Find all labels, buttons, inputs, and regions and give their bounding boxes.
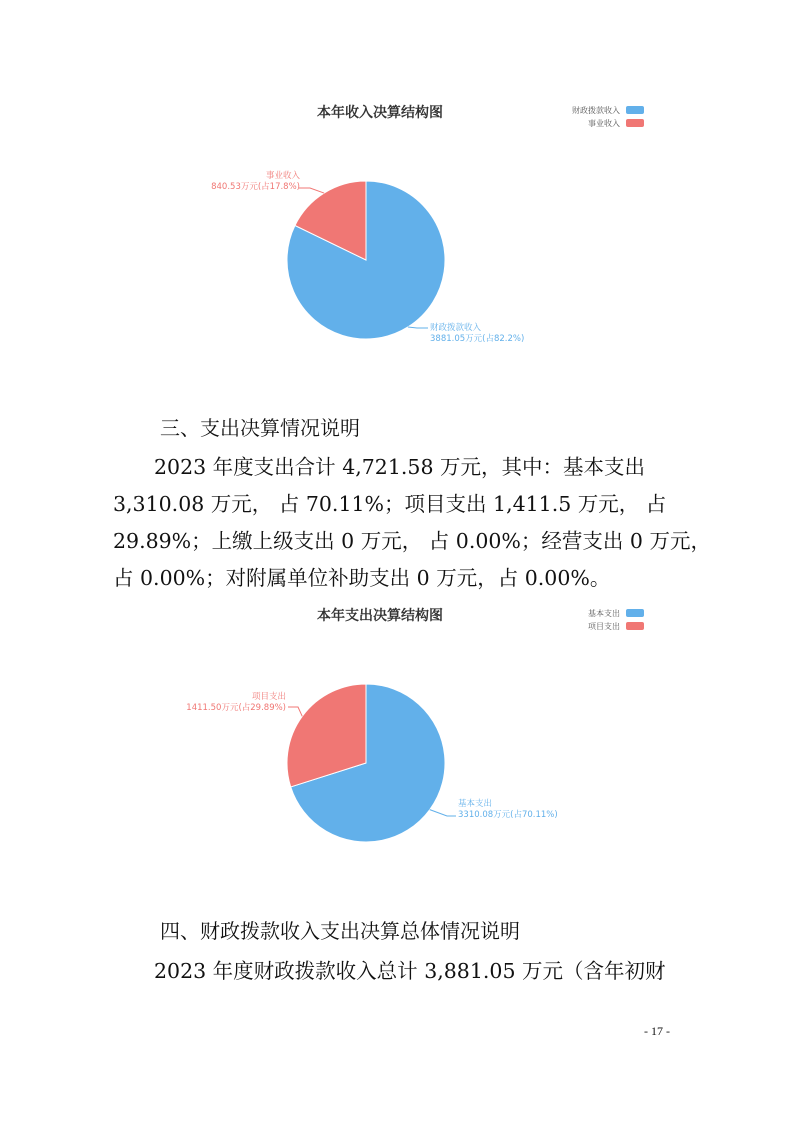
page-number: - 17 - (644, 1024, 670, 1038)
legend-swatch (626, 106, 644, 114)
legend-label: 基本支出 (588, 609, 620, 618)
legend-label: 财政拨款收入 (572, 106, 620, 115)
slice-label-value: 840.53万元(占17.8%) (211, 182, 300, 192)
legend-swatch (626, 609, 644, 617)
section3-line-3: 29.89%；上缴上级支出 0 万元， 占 0.00%；经营支出 0 万元， (113, 529, 711, 553)
slice-label-value: 3881.05万元(占82.2%) (430, 334, 525, 344)
chart-title: 本年支出决算结构图 (317, 608, 443, 624)
slice-label-name: 事业收入 (265, 171, 300, 181)
expenditure-pie-chart-svg (0, 600, 793, 860)
slice-label-name: 财政拨款收入 (430, 323, 482, 333)
section3-paragraph (113, 449, 711, 597)
leader-line (299, 188, 324, 193)
income-pie-chart-svg (0, 95, 793, 365)
slice-label-name: 基本支出 (458, 799, 493, 809)
legend-swatch (626, 119, 644, 127)
chart-title: 本年收入决算结构图 (317, 105, 443, 121)
section3-line-2: 3,310.08 万元， 占 70.11%；项目支出 1,411.5 万元， 占 (113, 492, 667, 516)
section3-line-4: 占 0.00%；对附属单位补助支出 0 万元，占 0.00%。 (113, 566, 611, 590)
expenditure-structure-chart (0, 600, 793, 860)
leader-line (430, 810, 456, 816)
leader-line (408, 327, 428, 328)
section3-heading: 三、支出决算情况说明 (160, 416, 360, 440)
income-structure-chart (0, 95, 793, 365)
section4-paragraph (113, 953, 683, 990)
leader-line (288, 707, 302, 716)
legend-label: 事业收入 (588, 119, 620, 128)
section4-heading: 四、财政拨款收入支出决算总体情况说明 (160, 919, 520, 943)
slice-label-value: 3310.08万元(占70.11%) (458, 810, 558, 820)
legend-swatch (626, 622, 644, 630)
legend-label: 项目支出 (588, 622, 620, 631)
section3-line-1: 2023 年度支出合计 4,721.58 万元，其中：基本支出 (154, 455, 646, 479)
slice-label-value: 1411.50万元(占29.89%) (186, 703, 286, 713)
section4-line-1: 2023 年度财政拨款收入总计 3,881.05 万元（含年初财 (154, 959, 666, 983)
slice-label-name: 项目支出 (251, 692, 286, 702)
